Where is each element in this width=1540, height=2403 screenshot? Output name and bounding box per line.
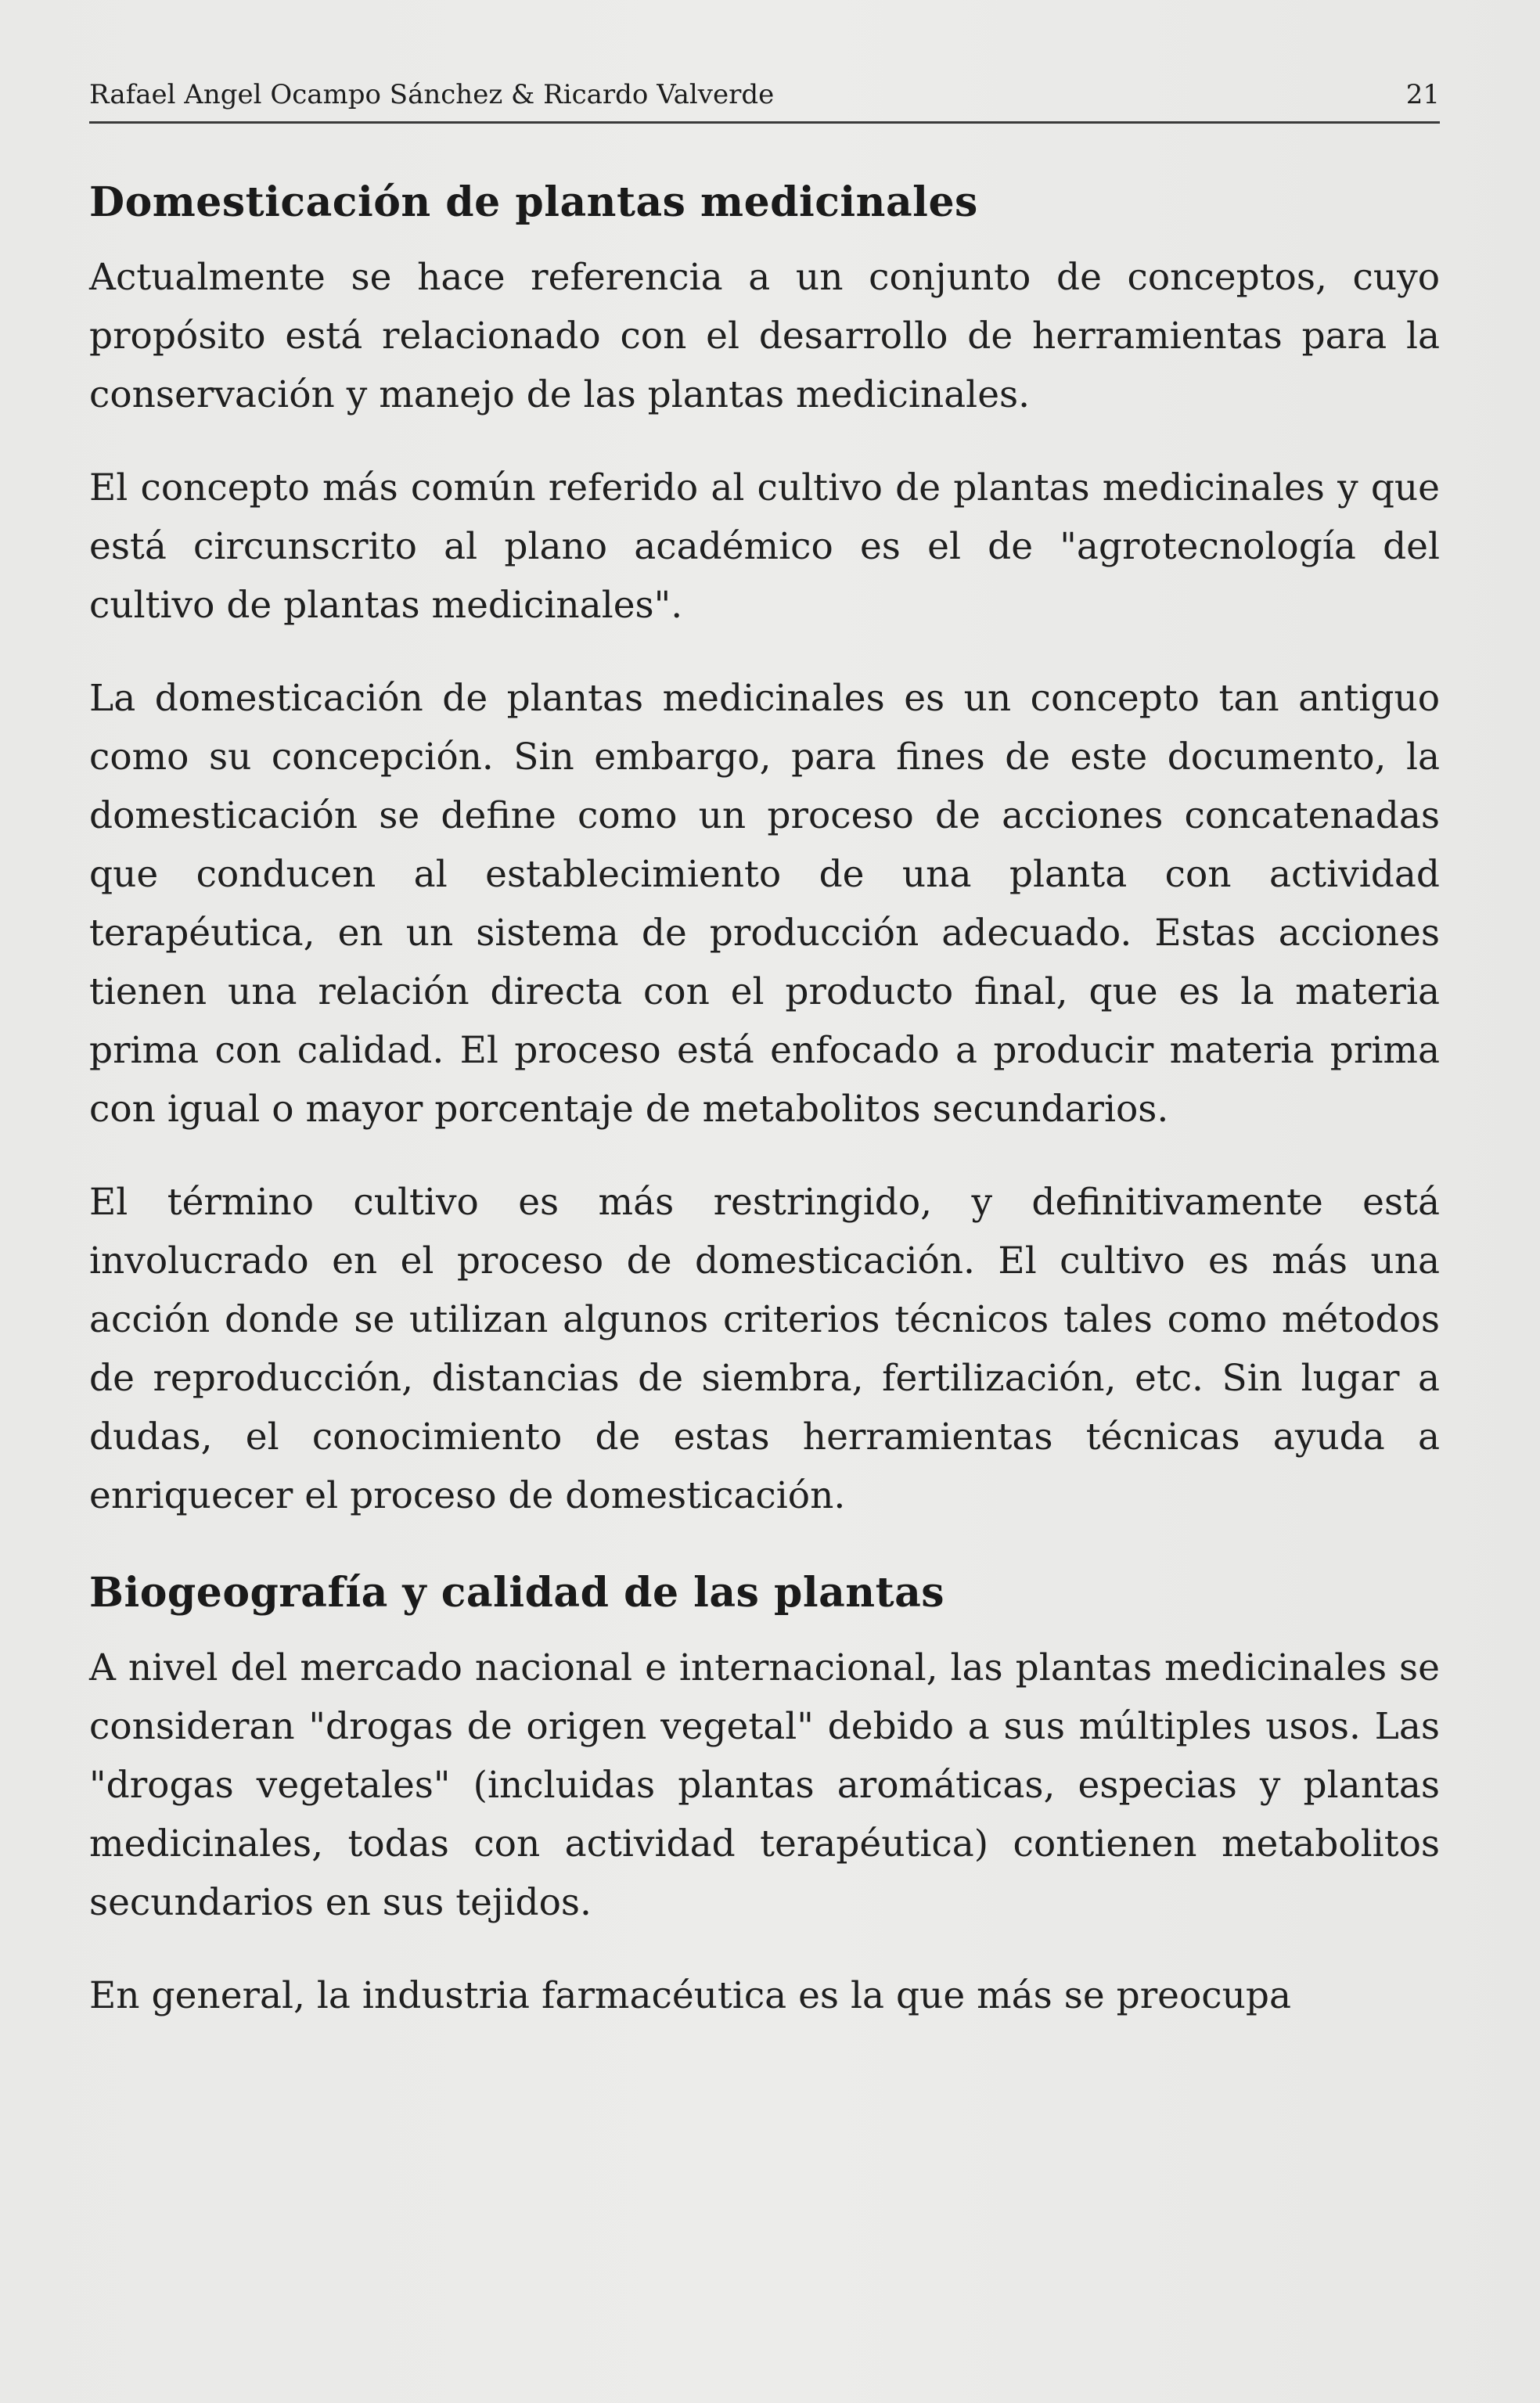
page-number: 21 <box>1405 79 1440 110</box>
section-heading-biogeografia: Biogeografía y calidad de las plantas <box>89 1569 945 1617</box>
paragraph: El término cultivo es más restringido, y definitivamente está involucrado en el proceso de domesticación. El cultivo es más una acción donde se utilizan algunos criterios técnicos tales como métodos de reproducción, distancias de siembra, fertilización, etc. Sin lugar a dudas, el conocimiento de estas herramientas técnicas ayuda a enriquecer el proceso de domesticación. <box>89 1181 1440 1518</box>
paragraph: A nivel del mercado nacional e internacional, las plantas medicinales se consideran "drogas de origen vegetal" debido a sus múltiples usos. Las "drogas vegetales" (incluidas plantas aromáticas, especias y plantas medicinales, todas con actividad terapéutica) contienen metabolitos secundarios en sus tejidos. <box>89 1646 1440 1925</box>
paragraph: El concepto más común referido al cultivo de plantas medicinales y que está circunscrito al plano académico es el de "agrotecnología del cultivo de plantas medicinales". <box>89 466 1440 628</box>
paragraph: En general, la industria farmacéutica es la que más se preocupa <box>89 1974 1291 2018</box>
paragraph: La domesticación de plantas medicinales es un concepto tan antiguo como su concepción. Sin embargo, para fines de este documento, la domesticación se define como un proceso de acciones concatenadas que conducen al establecimiento de una planta con actividad terapéutica, en un sistema de producción adecuado. Estas acciones tienen una relación directa con el producto final, que es la materia prima con calidad. El proceso está enfocado a producir materia prima con igual o mayor porcentaje de metabolitos secundarios. <box>89 677 1440 1131</box>
section-heading-domesticacion: Domesticación de plantas medicinales <box>89 178 978 226</box>
header-authors: Rafael Angel Ocampo Sánchez & Ricardo Valverde <box>89 79 775 110</box>
paragraph: Actualmente se hace referencia a un conjunto de conceptos, cuyo propósito está relacionado con el desarrollo de herramientas para la conservación y manejo de las plantas medicinales. <box>89 256 1440 417</box>
running-header <box>89 74 1440 124</box>
page-content <box>89 180 1440 2059</box>
